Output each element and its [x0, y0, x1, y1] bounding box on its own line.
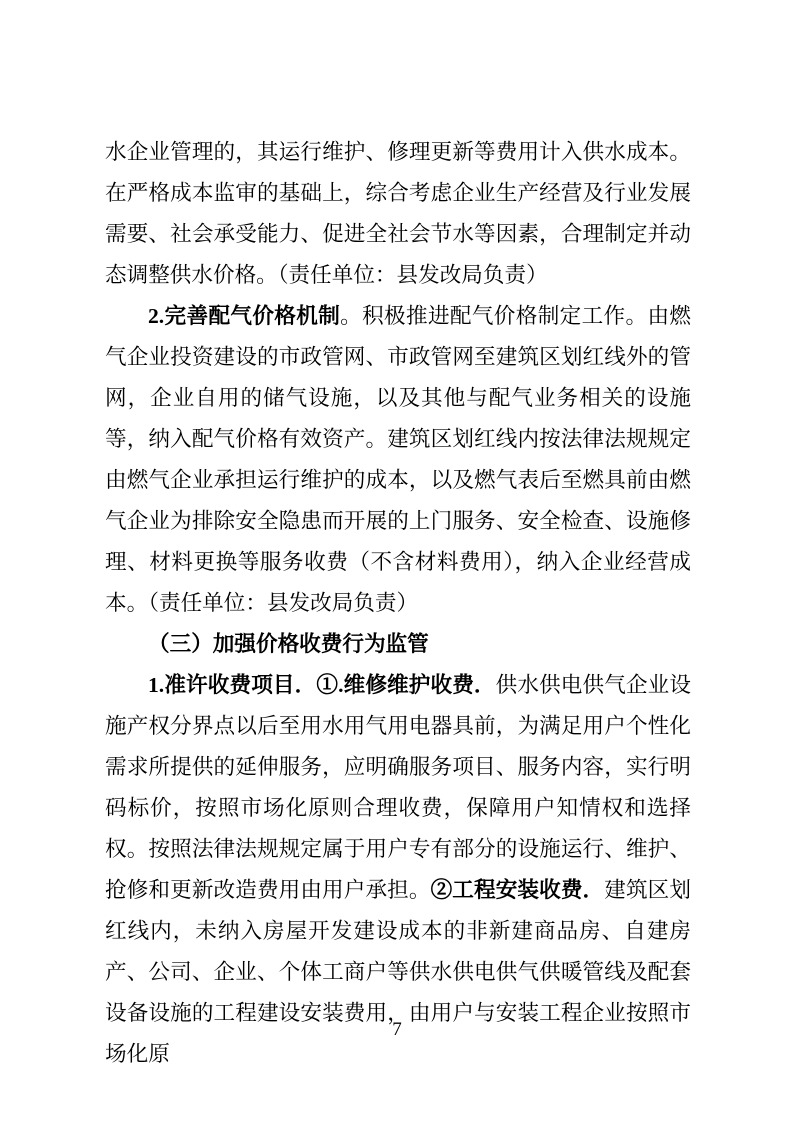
page-number: 7 [392, 1019, 402, 1040]
bold-text-run: （三）加强价格收费行为监管 [148, 632, 429, 656]
bold-text-run: ②工程安装收费． [430, 878, 605, 902]
paragraph [105, 296, 691, 624]
paragraph [105, 665, 691, 1075]
bold-text-run: 1.准许收费项目．①.维修维护收费． [148, 673, 496, 697]
paragraph [105, 132, 691, 296]
text-run: 建筑区划红线内，未纳入房屋开发建设成本的非新建商品房、自建房产、公司、企业、个体工商户等供水供电供气供暖管线及配套设备设施的工程建设安装费用，由用户与安装工程企业按照市场化原 [105, 878, 691, 1066]
text-run: 水企业管理的，其运行维护、修理更新等费用计入供水成本。在严格成本监审的基础上，综合考虑企业生产经营及行业发展需要、社会承受能力、促进全社会节水等因素，合理制定并动态调整供水价格。（责任单位：县发改局负责） [105, 140, 691, 287]
document-body [105, 132, 691, 1075]
text-run: 。积极推进配气价格制定工作。由燃气企业投资建设的市政管网、市政管网至建筑区划红线外的管网，企业自用的储气设施，以及其他与配气业务相关的设施等，纳入配气价格有效资产。建筑区划红线内按法律法规规定由燃气企业承担运行维护的成本，以及燃气表后至燃具前由燃气企业为排除安全隐患而开展的上门服务、安全检查、设施修理、材料更换等服务收费（不含材料费用），纳入企业经营成本。（责任单位：县发改局负责） [105, 304, 691, 615]
text-run: 供水供电供气企业设施产权分界点以后至用水用气用电器具前，为满足用户个性化需求所提供的延伸服务，应明确服务项目、服务内容，实行明码标价，按照市场化原则合理收费，保障用户知情权和选择权。按照法律法规规定属于用户专有部分的设施运行、维护、抢修和更新改造费用由用户承担。 [105, 673, 691, 902]
paragraph [105, 624, 691, 665]
bold-text-run: 2.完善配气价格机制 [148, 304, 341, 328]
